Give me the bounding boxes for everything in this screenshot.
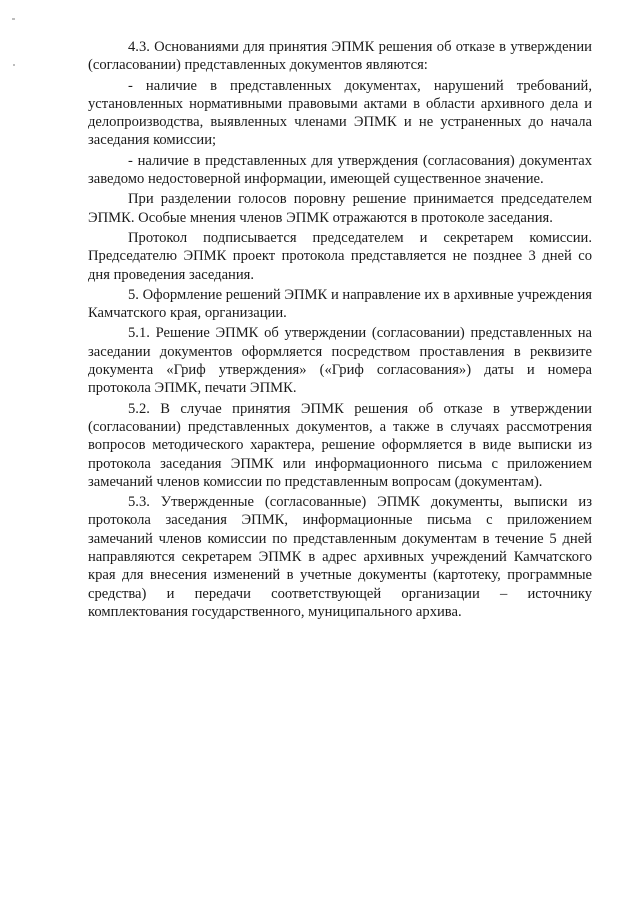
paragraph-4-3: 4.3. Основаниями для принятия ЭПМК решения об отказе в утверждении (согласовании) представленных документов являются: [88,39,592,74]
paragraph-list-item-2: - наличие в представленных для утверждения (согласования) документах заведомо недостоверной информации, имеющей существенное значение. [88,152,592,188]
scan-speck [12,18,15,20]
paragraph-protocol: Протокол подписывается председателем и секретарем комиссии. Председателю ЭПМК проект протокола представляется не позднее 3 дней со дня проведения заседания. [88,229,592,283]
paragraph-list-item-1: - наличие в представленных документах, нарушений требований, установленных нормативными правовыми актами в области архивного дела и делопроизводства, выявленных членами ЭПМК и не устраненных до начала заседания комиссии; [88,77,592,149]
document-page [88,38,592,623]
paragraph-5-3: 5.3. Утвержденные (согласованные) ЭПМК документы, выписки из протокола заседания ЭПМК, информационные письма с приложением замечаний членов комиссии по представленным документам в течение 5 дней направляются секретарем ЭПМК в адрес архивных учреждений Камчатского края для внесения изменений в учетные документы (картотеку, программные средства) и передачи соответствующей организации – источнику комплектования государственного, муниципального архива. [88,494,592,620]
paragraph-5-1: 5.1. Решение ЭПМК об утверждении (согласовании) представленных на заседании документов оформляется посредством проставления в реквизите документа «Гриф утверждения» («Гриф согласования») даты и номера протокола ЭПМК, печати ЭПМК. [88,325,592,397]
paragraph-tie-vote: При разделении голосов поровну решение принимается председателем ЭПМК. Особые мнения членов ЭПМК отражаются в протоколе заседания. [88,191,592,226]
paragraph-5-2: 5.2. В случае принятия ЭПМК решения об отказе в утверждении (согласовании) представленных документов, а также в случаях рассмотрения вопросов методического характера, решение оформляется в виде выписки из протокола заседания ЭПМК или информационного письма с приложением замечаний членов комиссии по представленным вопросам (документам). [88,400,592,490]
scan-speck [13,64,15,66]
section-heading-5: 5. Оформление решений ЭПМК и направление их в архивные учреждения Камчатского края, организации. [88,286,592,322]
